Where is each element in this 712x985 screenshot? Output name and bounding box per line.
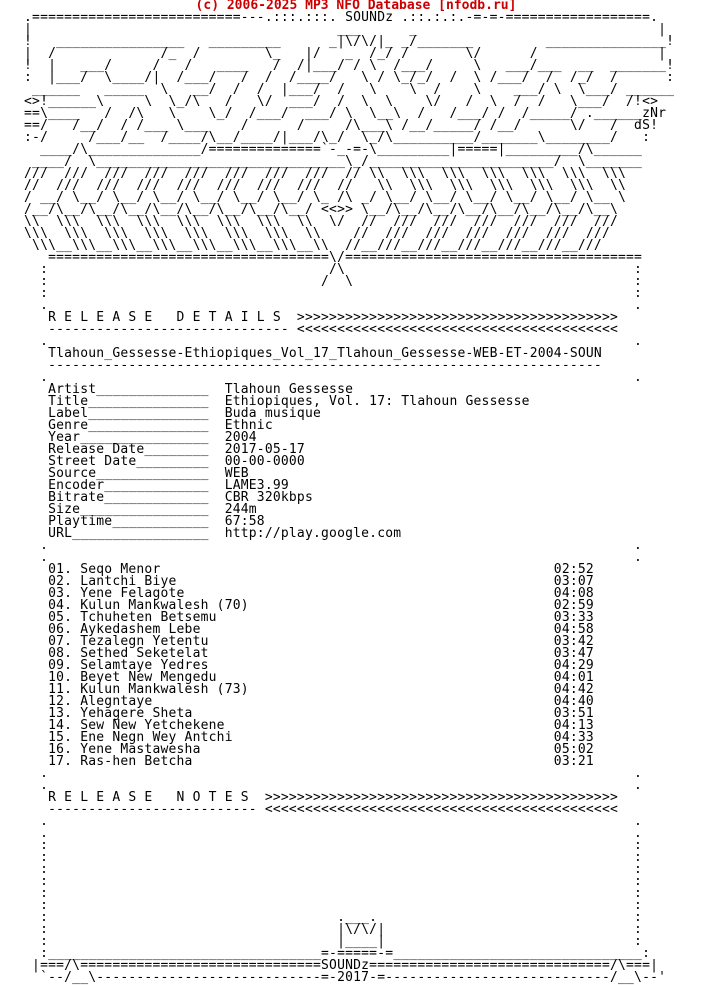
- site-header-banner: (c) 2006-2025 MP3 NFO Database [nfodb.ru]: [195, 0, 517, 13]
- nfo-text-block: .==========================---.:::.:::. SOUNDz .::.:.:.-=-=-==================. | ___ _ | ! ________________ _________ _|\/\/|_ _/_______ _______________! | / /_ / \_ |/ _ /_/ / \/ / | ! | ___/ / / ____ / /|___/ / \ /___/ \ ___/___ __ _______! : |___/ \____/| /___/ / / /____/ \ / \_/_/ / \ /___/ / /_/ / : ______ _____ \ __/ / / |___/ / \ \ / \ ___/ \ \___/ ______ <>!______\ \ \_/\ / \/ ___/ / \ \ \/ / \ / / \___/ /!<> ==\____ / /\ \ \_/ /___/ ___/ \ \__\ / /___/ / /_____/ .______zNr ==/ /__/ / /___ \___ / / /\___\ /__/_____/ /__/ \/ / dS! :-/ /___/__ /____/\__/____/|___/\_/ \_/\__________/_______\________/ : ____/\______________/==============`-_-=-\_________|=====|_________/\______ ____/ \_______________________________\_/_______________________/ \_______ /// /// /// /// /// /// /// /// // \\ \\\ \\\ \\\ \\\ \\\ \\\ // /// /// /// /// /// /// /// // \\ \\\ \\\ \\\ \\\ \\\ \\ / __/ \__/ \__/ \__/ \__/ \__/ \__/ \_ /\ _/ \__/ \__/ \__/ \__/ \__/ \__ \ /__/\__/\__/\__/\__/\__/\__/\__/\__/ <<>> \__/\__/\__/\__/\__/\__/\__/\__\ \\ \\\ \\\ \\\ \\\ \\\ \\\ \\ \/ // /// /// /// /// /// /// \\\ \\\ \\\ \\\ \\\ \\\ \\\ \\ // /// /// /// /// /// /// \\\__\\\__\\\__\\\__\\\__\\\__\\\__\\ //__///__///__///__///__///__/// ===================================\/===================================== : /\ : : / \ : : : . . R E L E A S E D E T A I L S >>>>>>>>>>>>>>>>>>>>>>>>>>>>>>>>>>>>>>>> ------------------------------ <<<<<<<<<<<<<<<<<<<<<<<<<<<<<<<<<<<<<<<< . . Tlahoun_Gessesse-Ethiopiques_Vol_17_Tlahoun_Gessesse-WEB-ET-2004-SOUN --------------------------------------------------------------------- . . Artist______________ Tlahoun Gessesse Title_______________ Ethiopiques, Vol. 17: Tlahoun Gessesse Label_______________ Buda musique Genre_______________ Ethnic Year________________ 2004 Release Date________ 2017-05-17 Street Date_________ 00-00-0000 Source______________ WEB Encoder_____________ LAME3.99 Bitrate_____________ CBR 320kbps Size________________ 244m Playtime____________ 67:58 URL_________________ http://play.google.com . . . . 01. Seqo Menor 02:52 02. Lantchi Biye 03:07 03. Yene Felagote 04:08 04. Kulun Mankwalesh (70) 02:59 05. Tchuheten Betsemu 03:33 06. Aykedashem Lebe 04:58 07. Tezalegn Yetentu 03:42 08. Sethed Seketelat 03:47 09. Selamtaye Yedres 04:29 10. Beyet New Mengedu 04:01 11. Kulun Mankwalesh (73) 04:42 12. Alegntaye 04:40 13. Yehagere Sheta 03:51 14. Sew New Yetchekene 04:13 15. Ene Negn Wey Antchi 04:33 16. Yene Mastawesha 05:02 17. Ras-hen Betcha 03:21 . . . . R E L E A S E N O T E S >>>>>>>>>>>>>>>>>>>>>>>>>>>>>>>>>>>>>>>>>>>> -------------------------- <<<<<<<<<<<<<<<<<<<<<<<<<<<<<<<<<<<<<<<<<<<< . . . . : : : : : : : : : : : : : .___. : : |\/\/| : : |____| : :__________________________________=-=====-=_______________________________: |===/\==============================SOUNDz==============================/\===| `--/__\----------------------------=-2017-=----------------------------/__\--': [24, 10, 675, 985]
